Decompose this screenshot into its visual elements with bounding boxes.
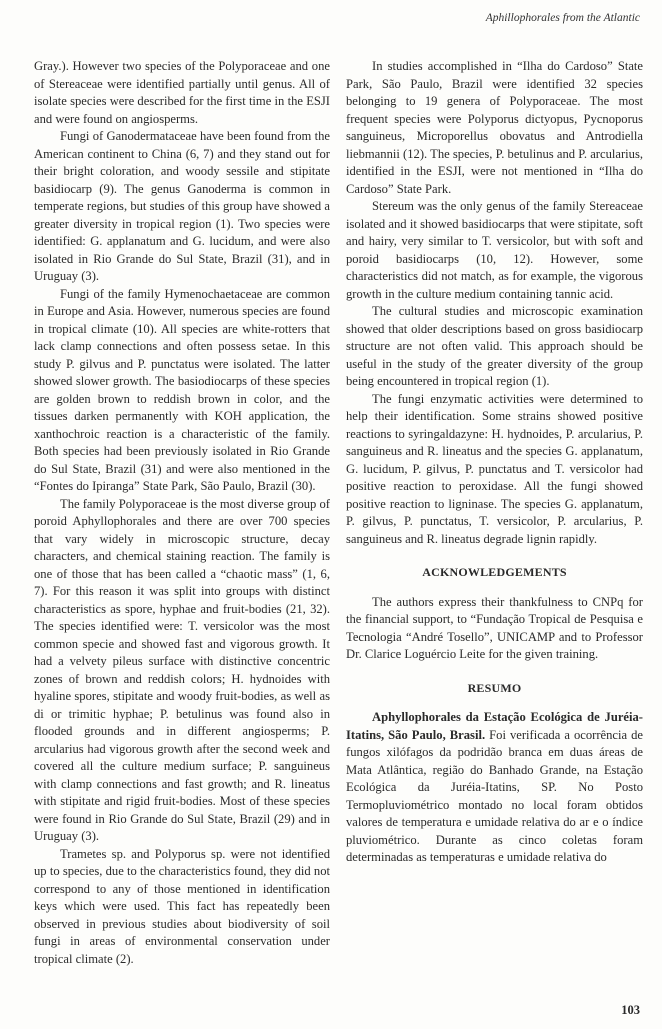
resumo-text: Foi verificada a ocorrência de fungos xilófagos da podridão branca em duas áreas de Mata Atlântica, região do Banhado Grande, na Estação Ecológica da Juréia-Itatins, SP. No Posto Termopluviométrico montado no local foram obtidos valores de temperatura e umidade relativa do ar e o índice pluviométrico. Durante as cinco coletas foram determinadas as temperaturas e umidade relativa do — [346, 727, 644, 864]
page-number: 103 — [621, 1003, 640, 1017]
body-paragraph: In studies accomplished in “Ilha do Cardoso” State Park, São Paulo, Brazil were identified 32 species belonging to 19 genera of Polyporaceae. The most frequent species were Polyporus dictyopus, Pycnoporus sanguineus, Microporellus obovatus and Antrodiella liebmannii (12). The species, P. betulinus and P. arcularius, identified in the ESJI, were not mentioned in “Ilha do Cardoso” State Park. — [346, 59, 643, 196]
resumo-heading: RESUMO — [467, 680, 522, 695]
body-paragraph: Fungi of the family Hymenochaetaceae are common in Europe and Asia. However, numerous species are found in tropical climate (10). All species are white-rotters that lack clamp connections and often possess setae. In this study P. gilvus and P. punctatus were isolated. The latter showed slower growth. The basiodiocarps of these species are golden brown to reddish brown in color, and the tissues darken permanently with KOH application, the xanthochroic reaction is a characteristic of the family. Both species had been previously isolated in Rio Grande do Sul State, Brazil (31) and were also mentioned in the “Fontes do Ipiranga” State Park, São Paulo, Brazil (30). — [34, 286, 330, 493]
resumo-title: Aphyllophorales da Estação Ecológica de Juréia-Itatins, São Paulo, Brasil. — [346, 710, 643, 742]
resumo-paragraph — [346, 709, 643, 867]
left-column — [34, 58, 330, 968]
body-paragraph: Gray.). However two species of the Polyporaceae and one of Stereaceae were identified partially until genus. All of isolate species were described for the first time in the ESJI and were found on angiosperms. — [34, 59, 330, 126]
acknowledgements-text: The authors express their thankfulness to CNPq for the financial support, to “Fundação Tropical de Pesquisa e Tecnologia “André Tosello”, UNICAMP and to Professor Dr. Clarice Loguércio Leite for the given training. — [346, 594, 643, 661]
body-paragraph: Stereum was the only genus of the family Stereaceae isolated and it showed basidiocarps that were stipitate, soft and hairy, very similar to T. versicolor, but with soft and poroid basidiocarps (10, 12). However, some characteristics did not match, as for example, the vigorous growth in the culture medium containing tannic acid. — [346, 199, 643, 301]
acknowledgements-heading: ACKNOWLEDGEMENTS — [422, 565, 567, 579]
body-paragraph: Trametes sp. and Polyporus sp. were not identified up to species, due to the characteristics found, they did not correspond to any of those mentioned in identification keys which were used. This fact has repeatedly been observed in previous studies about biodiversity of soil fungi in areas of environmental conservation under tropical climate (2). — [34, 846, 330, 966]
body-paragraph: The family Polyporaceae is the most diverse group of poroid Aphyllophorales and there are over 700 species that vary widely in microscopic structure, decay characters, and chemical staining reaction. The family is one of those that has been called a “chaotic mass” (1, 6, 7). For this reason it was split into groups with distinct characteristics as spore, hyphae and fruit-bodies (21, 32). The species identified were: T. versicolor was the most common specie and showed fast and vigorous growth. It had a velvety pileus surface with distinctive concentric zones of brown and reddish colors; H. hydnoides with hyaline spores, stipitate and woody fruit-bodies, as well as di or trimitic hyphae; P. betulinus was found also in flooded grounds and in different angiosperms; P. arcularius had vigorous growth after the second week and covered all the culture medium surface; P. sanguineus with clamp connections and fast growth; and R. lineatus with stipitate and rigid fruit-bodies. Most of these species were found in Rio Grande do Sul State, Brazil (29) and in Uruguay (3). — [34, 496, 330, 843]
body-paragraph: The cultural studies and microscopic examination showed that older descriptions based on gross basidiocarp structure are not often valid. This approach should be useful in the study of the greater diversity of the group being encountered in tropical region (1). — [346, 304, 643, 388]
body-paragraph: The fungi enzymatic activities were determined to help their identification. Some strains showed positive reactions to syringaldazyne: H. hydnoides, P. arcularius, P. sanguineus and R. lineatus and the species G. applanatum, G. lucidum, P. gilvus, P. punctatus and T. versicolor had positive reaction to peroxidase. All the fungi showed positive reaction to ligninase. The species G. applanatum, P. gilvus, P. punctatus, T. versicolor, P. arcularius, P. sanguineus and R. lineatus degrade lignin rapidly. — [346, 391, 643, 546]
right-column — [346, 58, 643, 867]
running-title: Aphillophorales from the Atlantic — [485, 12, 640, 24]
body-paragraph: Fungi of Ganodermataceae have been found from the American continent to China (6, 7) and they stand out for their bright coloration, and woody sessile and stipitate basidiocarp (9). The genus Ganoderma is common in temperate regions, but studies of this group have showed a greater diversity in tropical region (1). Two species were identified: G. applanatum and G. lucidum, and were also isolated in Rio Grande do Sul State, Brazil (31), and in Uruguay (3). — [34, 129, 330, 283]
